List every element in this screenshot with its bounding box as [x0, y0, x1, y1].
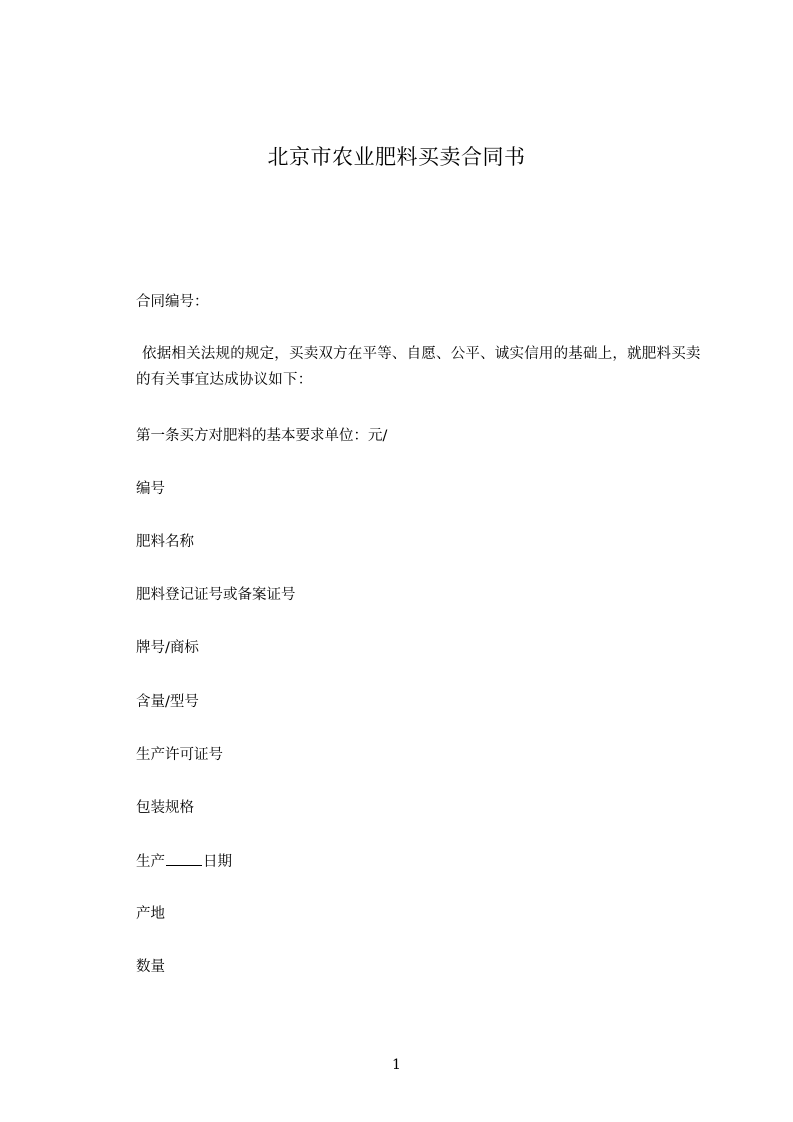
- item-production-date: [136, 851, 232, 872]
- item-package-spec: 包装规格: [136, 800, 194, 816]
- item-content-model: 含量/型号: [136, 694, 199, 710]
- page-number: 1: [392, 1057, 401, 1073]
- item-registration-number: 肥料登记证号或备案证号: [136, 587, 296, 603]
- item-fertilizer-name: 肥料名称: [136, 534, 194, 550]
- item-origin: 产地: [136, 906, 165, 922]
- item-brand-trademark: 牌号/商标: [136, 640, 199, 656]
- article-1-heading: 第一条买方对肥料的基本要求单位：元/: [136, 428, 388, 444]
- production-date-suffix: 日期: [203, 854, 232, 870]
- document-title: 北京市农业肥料买卖合同书: [267, 145, 526, 169]
- item-number: 编号: [136, 481, 165, 497]
- contract-number-label: 合同编号：: [136, 294, 209, 310]
- production-date-prefix: 生产: [136, 854, 165, 870]
- item-production-license: 生产许可证号: [136, 747, 223, 763]
- item-quantity: 数量: [136, 959, 165, 975]
- production-date-blank: [166, 851, 202, 866]
- intro-paragraph: 依据相关法规的规定，买卖双方在平等、自愿、公平、诚实信用的基础上，就肥料买卖的有关事宜达成协议如下：: [136, 346, 701, 388]
